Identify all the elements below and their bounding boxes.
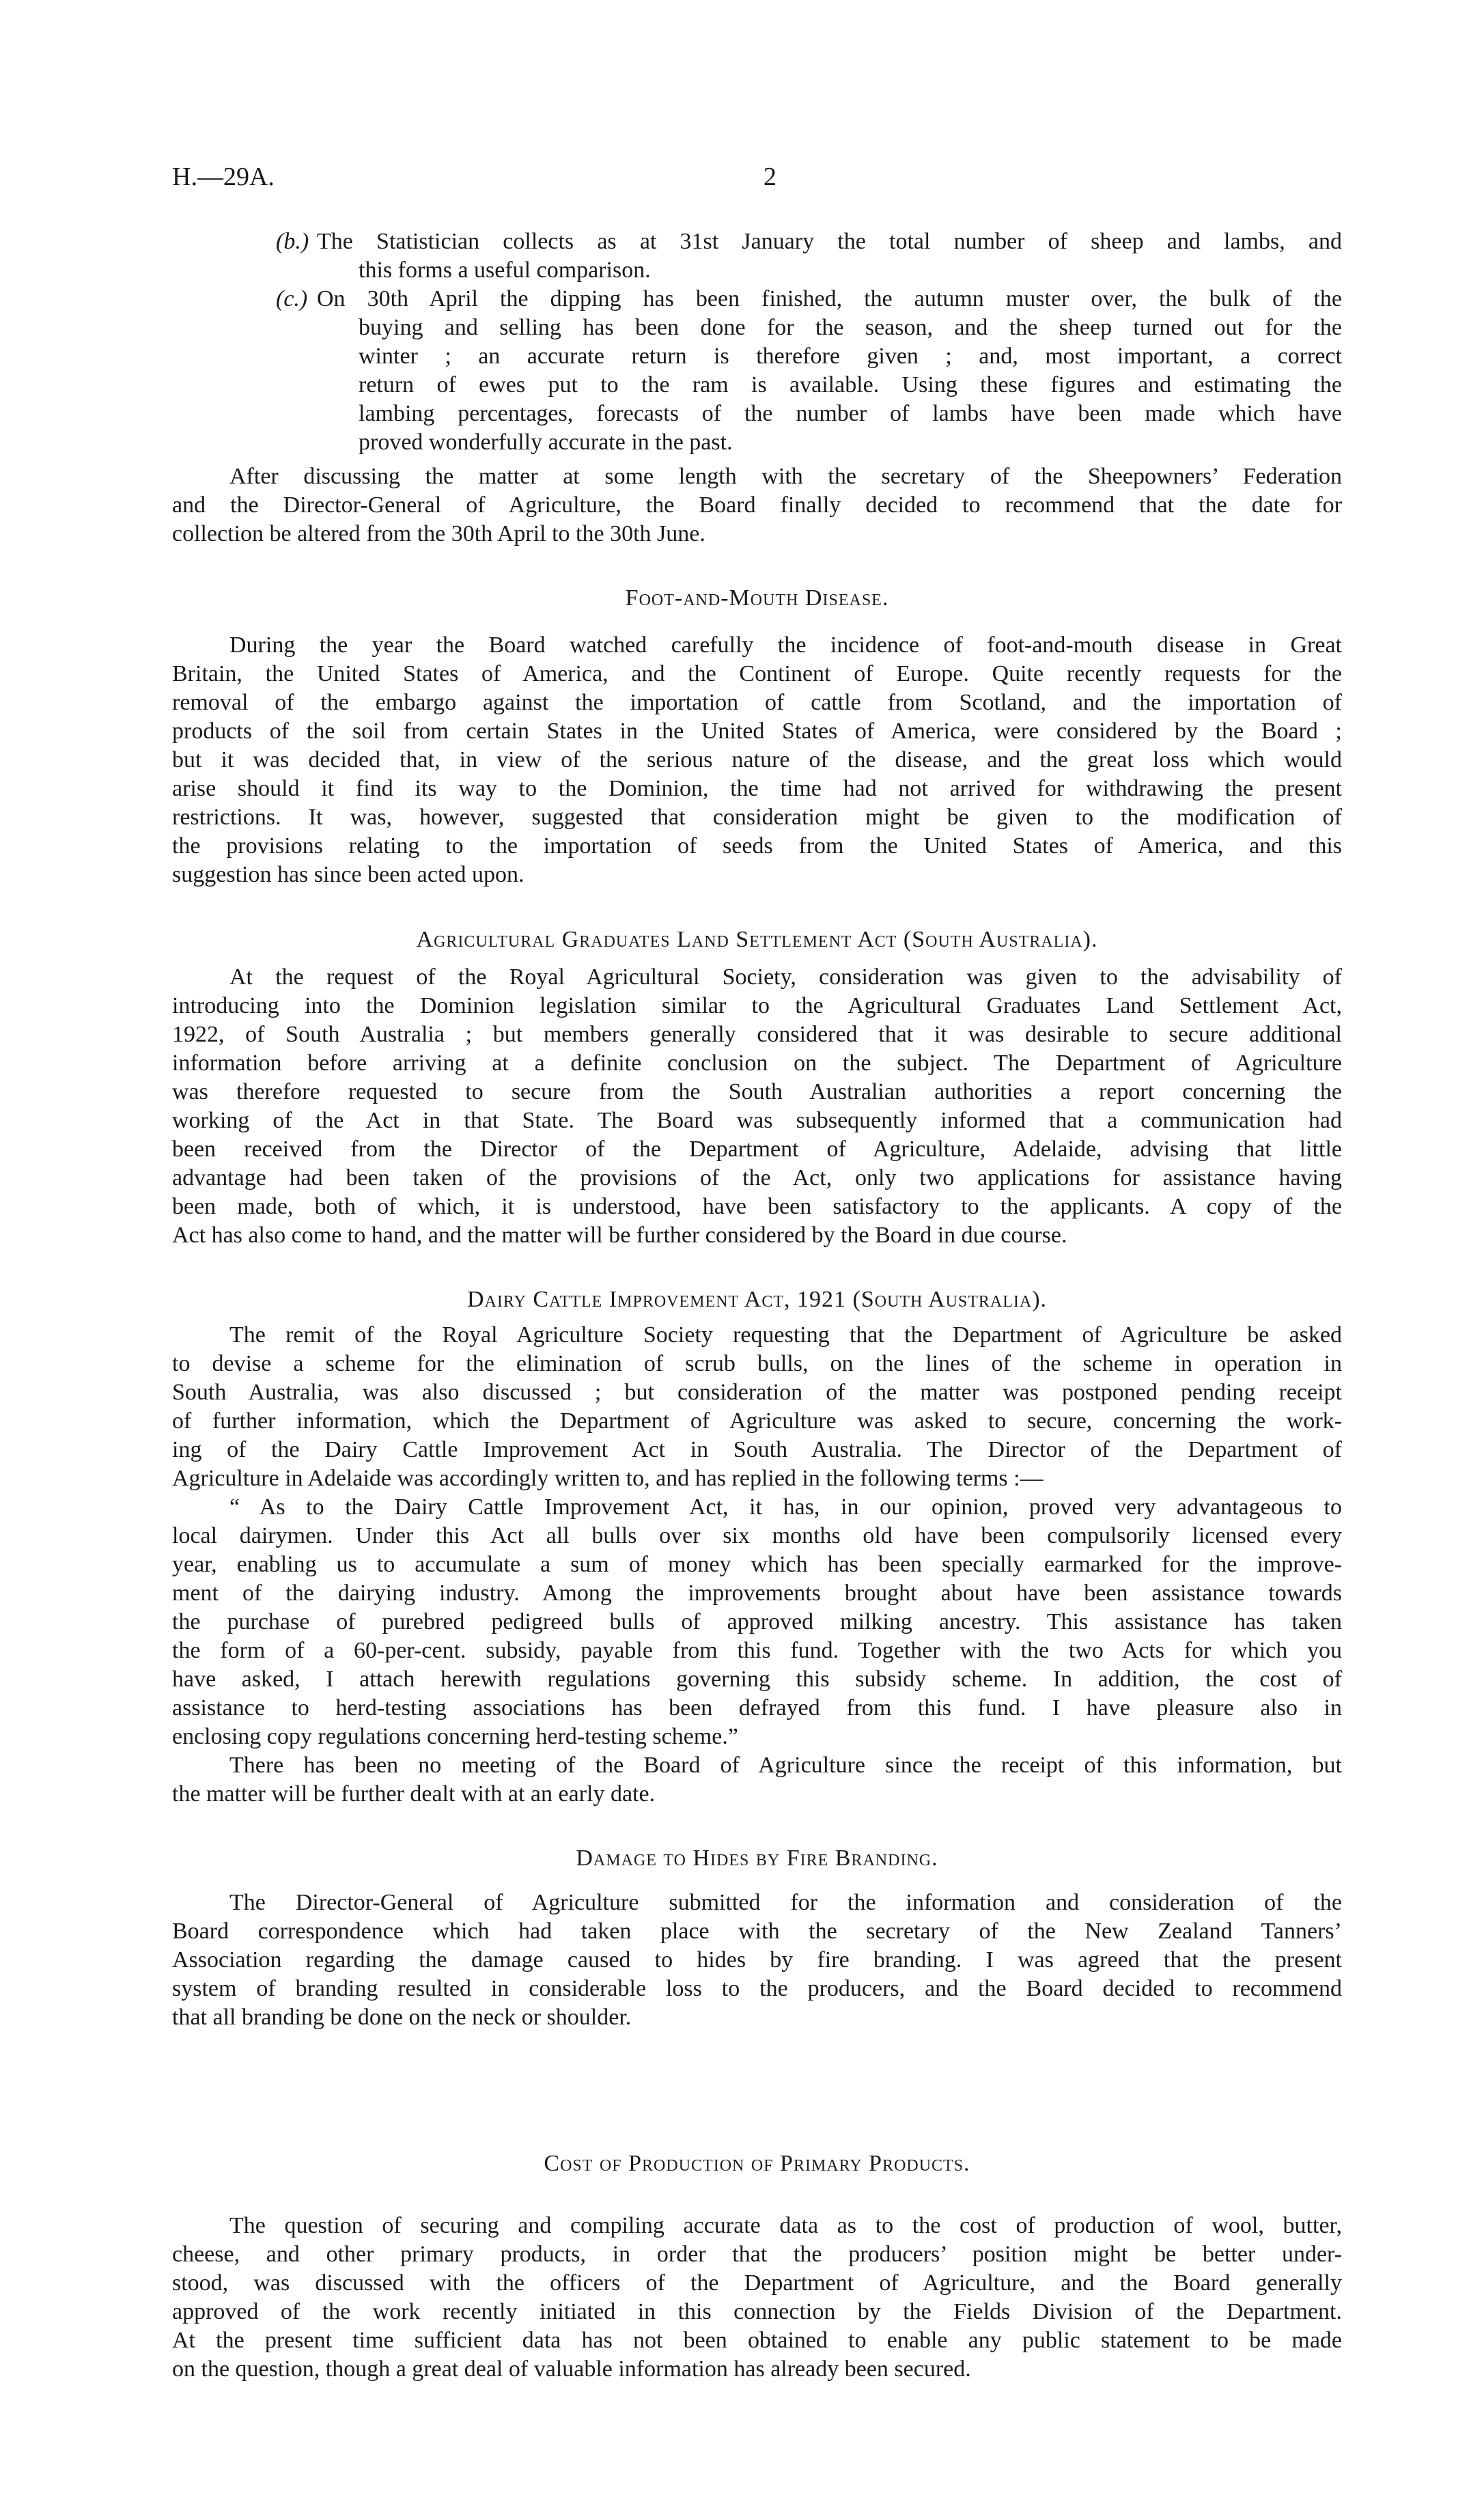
section-body	[172, 1889, 1342, 2032]
text-line: of further information, which the Department of Agriculture was asked to secure, concerning the work-	[172, 1408, 1342, 1434]
text-line: The question of securing and compiling accurate data as to the cost of production of wool, butter,	[229, 2213, 1342, 2238]
text-line: buying and selling has been done for the season, and the sheep turned out for the	[359, 315, 1342, 340]
section-body	[172, 631, 1342, 889]
text-line: system of branding resulted in considerable loss to the producers, and the Board decided to recommend	[172, 1976, 1342, 2001]
text-line: year, enabling us to accumulate a sum of money which has been specially earmarked for the improve-	[172, 1552, 1342, 1577]
section-body	[172, 963, 1342, 1250]
text-line: on the question, though a great deal of valuable information has already been secured.	[172, 2356, 971, 2382]
text-line: to devise a scheme for the elimination of scrub bulls, on the lines of the scheme in operation in	[172, 1351, 1342, 1376]
list-item	[172, 227, 1342, 285]
text-line: and the Director-General of Agriculture, the Board finally decided to recommend that the date for	[172, 492, 1342, 518]
text-line: the provisions relating to the importation of seeds from the United States of America, and this	[172, 833, 1342, 859]
text-line: working of the Act in that State. The Board was subsequently informed that a communication had	[172, 1108, 1342, 1133]
text-line: was therefore requested to secure from the South Australian authorities a report concerning the	[172, 1079, 1342, 1104]
paragraph	[172, 631, 1342, 889]
paragraph	[172, 1889, 1342, 2032]
text-line: ment of the dairying industry. Among the improvements brought about have been assistance towards	[172, 1580, 1342, 1606]
text-line: Act has also come to hand, and the matter will be further considered by the Board in due course.	[172, 1223, 1067, 1248]
section-body	[172, 1321, 1342, 1809]
section-heading: Cost of Production of Primary Products.	[544, 2151, 970, 2176]
text-line: the form of a 60-per-cent. subsidy, payable from this fund. Together with the two Acts for which you	[172, 1638, 1342, 1663]
text-line: been received from the Director of the Department of Agriculture, Adelaide, advising that little	[172, 1137, 1342, 1162]
text-line: During the year the Board watched carefully the incidence of foot-and-mouth disease in Great	[229, 632, 1342, 658]
paragraph	[172, 1321, 1342, 1493]
intro-paragraph	[172, 462, 1342, 548]
text-line: There has been no meeting of the Board of Agriculture since the receipt of this information, but	[229, 1753, 1342, 1778]
text-line: that all branding be done on the neck or shoulder.	[172, 2005, 632, 2030]
page-number: 2	[764, 163, 776, 191]
text-line: restrictions. It was, however, suggested that consideration might be given to the modification of	[172, 805, 1342, 830]
text-line: winter ; an accurate return is therefore given ; and, most important, a correct	[359, 344, 1342, 369]
text-line: introducing into the Dominion legislation similar to the Agricultural Graduates Land Settlement Act,	[172, 993, 1342, 1018]
text-line: Britain, the United States of America, and the Continent of Europe. Quite recently requests for the	[172, 661, 1342, 686]
list-item-label: (b.)	[276, 229, 309, 254]
text-line: ing of the Dairy Cattle Improvement Act in South Australia. The Director of the Department of	[172, 1437, 1342, 1462]
list-item-label: (c.)	[276, 286, 308, 311]
paragraph	[172, 462, 1342, 548]
text-line: return of ewes put to the ram is available. Using these figures and estimating the	[359, 372, 1342, 398]
text-line: proved wonderfully accurate in the past.	[359, 430, 733, 455]
text-line: cheese, and other primary products, in order that the producers’ position might be better under-	[172, 2242, 1342, 2267]
section-body	[172, 2212, 1342, 2384]
text-line: been made, both of which, it is understood, have been satisfactory to the applicants. A copy of the	[172, 1194, 1342, 1219]
text-line: this forms a useful comparison.	[359, 257, 651, 283]
text-line: stood, was discussed with the officers of the Department of Agriculture, and the Board generally	[172, 2270, 1342, 2296]
text-line: Board correspondence which had taken place with the secretary of the New Zealand Tanners’	[172, 1919, 1342, 1944]
text-line: arise should it find its way to the Dominion, the time had not arrived for withdrawing the present	[172, 776, 1342, 801]
text-line: have asked, I attach herewith regulations governing this subsidy scheme. In addition, the cost of	[172, 1667, 1342, 1692]
text-line: information before arriving at a definite conclusion on the subject. The Department of Agriculture	[172, 1050, 1342, 1076]
text-line: enclosing copy regulations concerning herd-testing scheme.”	[172, 1724, 738, 1749]
paragraph	[172, 2212, 1342, 2384]
paragraph	[172, 1493, 1342, 1751]
paragraph	[172, 963, 1342, 1250]
text-line: “ As to the Dairy Cattle Improvement Act, it has, in our opinion, proved very advantageous to	[229, 1494, 1342, 1520]
text-line: The Statistician collects as at 31st January the total number of sheep and lambs, and	[317, 229, 1342, 254]
text-line: but it was decided that, in view of the serious nature of the disease, and the great loss which would	[172, 747, 1342, 772]
text-line: On 30th April the dipping has been finished, the autumn muster over, the bulk of the	[317, 286, 1342, 311]
text-line: The remit of the Royal Agriculture Society requesting that the Department of Agriculture be asked	[229, 1322, 1342, 1348]
section-heading: Foot-and-Mouth Disease.	[625, 585, 889, 611]
text-line: South Australia, was also discussed ; but consideration of the matter was postponed pending receipt	[172, 1380, 1342, 1405]
text-line: approved of the work recently initiated in this connection by the Fields Division of the Department.	[172, 2299, 1342, 2324]
section-heading: Agricultural Graduates Land Settlement Act (South Australia).	[416, 927, 1098, 952]
text-line: the purchase of purebred pedigreed bulls of approved milking ancestry. This assistance has taken	[172, 1609, 1342, 1634]
text-line: Agriculture in Adelaide was accordingly written to, and has replied in the following terms :—	[172, 1466, 1044, 1491]
text-line: At the present time sufficient data has not been obtained to enable any public statement to be made	[172, 2328, 1342, 2353]
text-line: products of the soil from certain States in the United States of America, were considered by the Board ;	[172, 719, 1342, 744]
text-line: 1922, of South Australia ; but members generally considered that it was desirable to secure additional	[172, 1022, 1342, 1047]
list-item	[172, 285, 1342, 457]
text-line: removal of the embargo against the importation of cattle from Scotland, and the importation of	[172, 690, 1342, 715]
text-line: Association regarding the damage caused to hides by fire branding. I was agreed that the present	[172, 1947, 1342, 1973]
document-reference: H.—29A.	[172, 163, 275, 191]
text-line: After discussing the matter at some length with the secretary of the Sheepowners’ Federation	[229, 464, 1342, 489]
text-line: The Director-General of Agriculture submitted for the information and consideration of the	[229, 1890, 1342, 1915]
text-line: collection be altered from the 30th April to the 30th June.	[172, 521, 705, 546]
text-line: the matter will be further dealt with at an early date.	[172, 1781, 656, 1807]
text-line: suggestion has since been acted upon.	[172, 862, 524, 887]
numbered-list	[172, 227, 1342, 457]
text-line: local dairymen. Under this Act all bulls over six months old have been compulsorily licensed every	[172, 1523, 1342, 1548]
text-line: advantage had been taken of the provisions of the Act, only two applications for assistance having	[172, 1165, 1342, 1190]
text-line: assistance to herd-testing associations has been defrayed from this fund. I have pleasure also in	[172, 1695, 1342, 1721]
text-line: lambing percentages, forecasts of the number of lambs have been made which have	[359, 401, 1342, 426]
paragraph	[172, 1751, 1342, 1809]
section-heading: Damage to Hides by Fire Branding.	[576, 1846, 938, 1871]
text-line: At the request of the Royal Agricultural Society, consideration was given to the advisability of	[229, 964, 1342, 990]
section-heading: Dairy Cattle Improvement Act, 1921 (South Australia).	[466, 1287, 1048, 1312]
